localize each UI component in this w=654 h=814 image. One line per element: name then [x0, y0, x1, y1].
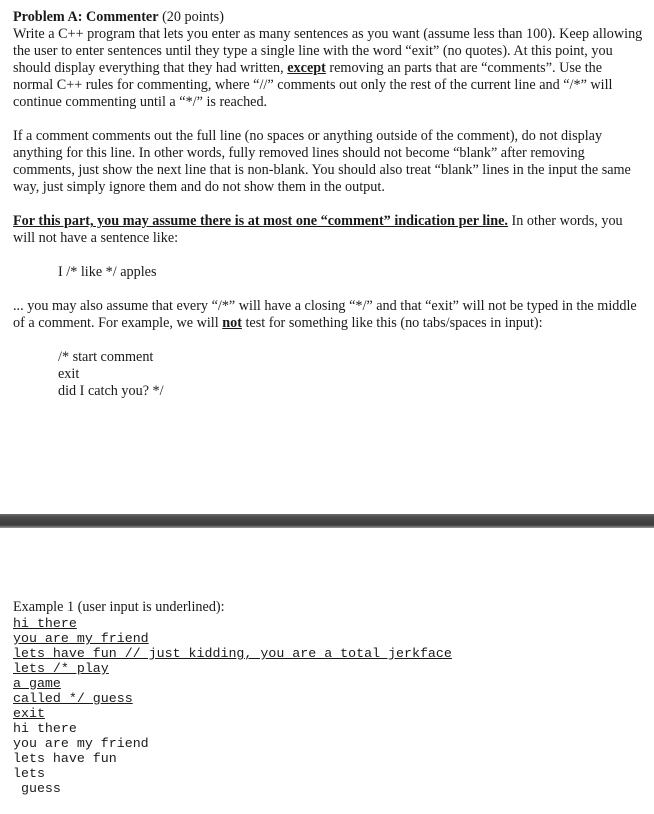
input-line: exit	[13, 706, 45, 721]
sample-line: I /* like */ apples	[58, 264, 157, 280]
example-section	[13, 599, 643, 796]
assumption-paragraph	[13, 213, 643, 247]
except-emphasis: except	[287, 60, 326, 76]
assumption-text: In other words, you will not have a sentence like:	[13, 213, 623, 246]
input-line: hi there	[13, 616, 77, 631]
console-output	[13, 616, 643, 796]
input-line: lets have fun // just kidding, you are a total jerkface	[13, 646, 452, 661]
not-emphasis: not	[222, 315, 242, 331]
input-line: a game	[13, 676, 61, 691]
bad-example-line: exit	[58, 366, 80, 382]
bad-example-line: /* start comment	[58, 349, 154, 365]
page-divider	[0, 514, 654, 528]
problem-title: Problem A: Commenter	[13, 9, 159, 25]
problem-points: (20 points)	[158, 9, 224, 25]
intro-paragraph	[13, 9, 643, 111]
closing-text: ... you may also assume that every “/*” will have a closing “*/” and that “exit” will not be typed in the middle of a comment. For example, we will	[13, 298, 637, 331]
output-line: you are my friend	[13, 736, 149, 751]
output-line: lets	[13, 766, 45, 781]
intro-text: Write a C++ program that lets you enter as many sentences as you want (assume less than 100). Keep allowing the user to enter sentences until they type a single line with the word “exit” (no quotes). At this point, you should display everything that they had written,	[13, 26, 643, 76]
assumption-emphasis: For this part, you may assume there is at most one “comment” indication per line.	[13, 213, 508, 229]
problem-section	[13, 9, 643, 400]
input-line: called */ guess	[13, 691, 133, 706]
bad-example-line: did I catch you? */	[58, 383, 164, 399]
intro-text-cont: removing an parts that are “comments”. Use the normal C++ rules for commenting, where “//” comments out only the rest of the current line and “/*” will continue commenting until a “*/” is reached.	[13, 60, 613, 110]
blank-lines-paragraph: If a comment comments out the full line (no spaces or anything outside of the comment), do not display anything for this line. In other words, fully removed lines should not become “blank” after removing comments, just show the next line that is non-blank. You should also treat “blank” lines in the input the same way, just simply ignore them and do not show them in the output.	[13, 128, 631, 195]
closing-paragraph	[13, 298, 643, 332]
output-line: hi there	[13, 721, 77, 736]
output-line: lets have fun	[13, 751, 117, 766]
bad-example-block	[13, 349, 643, 400]
input-line: lets /* play	[13, 661, 109, 676]
closing-text-cont: test for something like this (no tabs/spaces in input):	[241, 315, 543, 331]
output-line: guess	[13, 781, 61, 796]
example-title: Example 1 (user input is underlined):	[13, 599, 225, 615]
input-line: you are my friend	[13, 631, 149, 646]
